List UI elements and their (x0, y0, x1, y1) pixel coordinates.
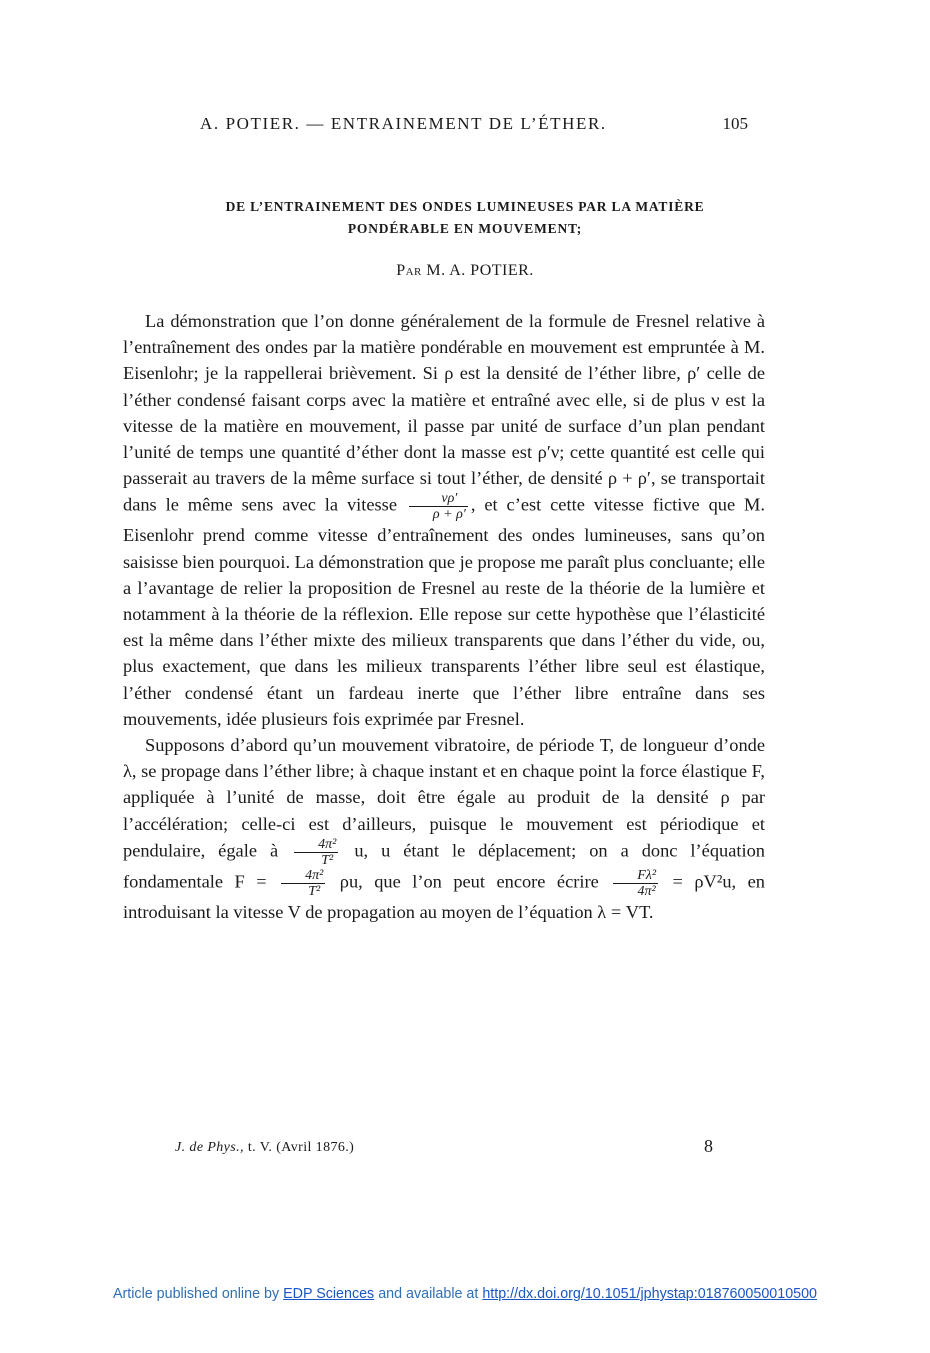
author-prefix: Par (396, 262, 422, 279)
signature-mark: 8 (704, 1136, 713, 1156)
author-line (130, 262, 800, 280)
article-title (130, 196, 800, 240)
publish-notice (0, 1286, 930, 1302)
rewrite-fraction (613, 868, 658, 899)
title-line-1: DE L’ENTRAINEMENT DES ONDES LUMINEUSES PAR LA MATIÈRE (225, 199, 705, 214)
article-body (123, 308, 765, 925)
equation-fraction (281, 868, 325, 899)
footer-reference (175, 1140, 354, 1156)
journal-name: J. de Phys., (175, 1140, 244, 1155)
paragraph-2-text-a: Supposons d’abord qu’un mouvement vibratoire, de période T, de longueur d’onde λ, se propage dans l’éther libre; à chaque instant et en chaque point la force élastique F, appliquée à l’unité de masse, doit être égale au produit de la densité ρ par l’accélération; celle-ci est d’ailleurs, puisque le mouvement est périodique et pendulaire, égale à (123, 735, 765, 861)
author-name: M. A. POTIER. (426, 262, 534, 279)
acceleration-fraction (294, 837, 338, 868)
page-number: 105 (722, 114, 748, 133)
publish-middle: and available at (378, 1286, 479, 1302)
fraction-denominator: T² (308, 883, 321, 899)
paragraph-2-text-b: u, u étant le déplacement; on a donc l’équation fondamentale F = (123, 840, 765, 892)
paragraph-1-text-b: , et c’est cette vitesse fictive que M. Eisenlohr prend comme vitesse d’entraînement des ondes lumineuses, sans qu’on saisisse bien pourquoi. La démonstration que je propose me paraît plus concluante; elle a l’avantage de relier la proposition de Fresnel au reste de la théorie de la lumière et notamment à la théorie de la réflexion. Elle repose sur cette hypothèse que l’élasticité est la même dans l’éther mixte des milieux transparents que dans l’éther du vide, ou, plus exactement, que dans les milieux transparents l’éther libre seul est élastique, l’éther condensé étant un fardeau inerte que l’éther libre entraîne dans ses mouvements, idée plusieurs fois exprimée par Fresnel. (123, 495, 765, 729)
velocity-fraction (409, 491, 468, 522)
fraction-numerator: 4π² (281, 868, 325, 884)
fraction-denominator: 4π² (637, 883, 656, 899)
publish-prefix: Article published online by (112, 1286, 280, 1302)
fraction-numerator: Fλ² (613, 868, 658, 884)
paragraph-2 (123, 732, 765, 925)
doi-link[interactable]: http://dx.doi.org/10.1051/jphystap:018760050010500 (482, 1286, 817, 1302)
publisher-link[interactable]: EDP Sciences (283, 1286, 375, 1302)
fraction-numerator: νρ′ (409, 491, 468, 507)
paragraph-1 (123, 308, 765, 732)
paragraph-2-text-c: ρu, que l’on peut encore écrire (339, 871, 599, 892)
paragraph-2-text-d: = ρV²u, en introduisant la vitesse V de propagation au moyen de l’équation λ = VT. (123, 871, 765, 922)
fraction-numerator: 4π² (294, 837, 338, 853)
running-title: A. POTIER. — ENTRAINEMENT DE L’ÉTHER. (200, 114, 607, 133)
title-line-2: PONDÉRABLE EN MOUVEMENT; (347, 221, 583, 236)
volume-date: t. V. (Avril 1876.) (247, 1140, 355, 1155)
fraction-denominator: ρ + ρ′ (432, 507, 466, 523)
fraction-denominator: T² (321, 852, 334, 868)
paragraph-1-text-a: La démonstration que l’on donne généralement de la formule de Fresnel relative à l’entraînement des ondes par la matière pondérable en mouvement est empruntée à M. Eisenlohr; je la rappellerai brièvement. Si ρ est la densité de l’éther libre, ρ′ celle de l’éther condensé faisant corps avec la matière et entraîné avec elle, si de plus ν est la vitesse de la matière en mouvement, il passe par unité de surface d’un plan pendant l’unité de temps une quantité d’éther dont la masse est ρ′ν; cette quantité est celle qui passerait au travers de la même surface si tout l’éther, de densité ρ + ρ′, se transportait dans le même sens avec la vitesse (123, 311, 765, 516)
